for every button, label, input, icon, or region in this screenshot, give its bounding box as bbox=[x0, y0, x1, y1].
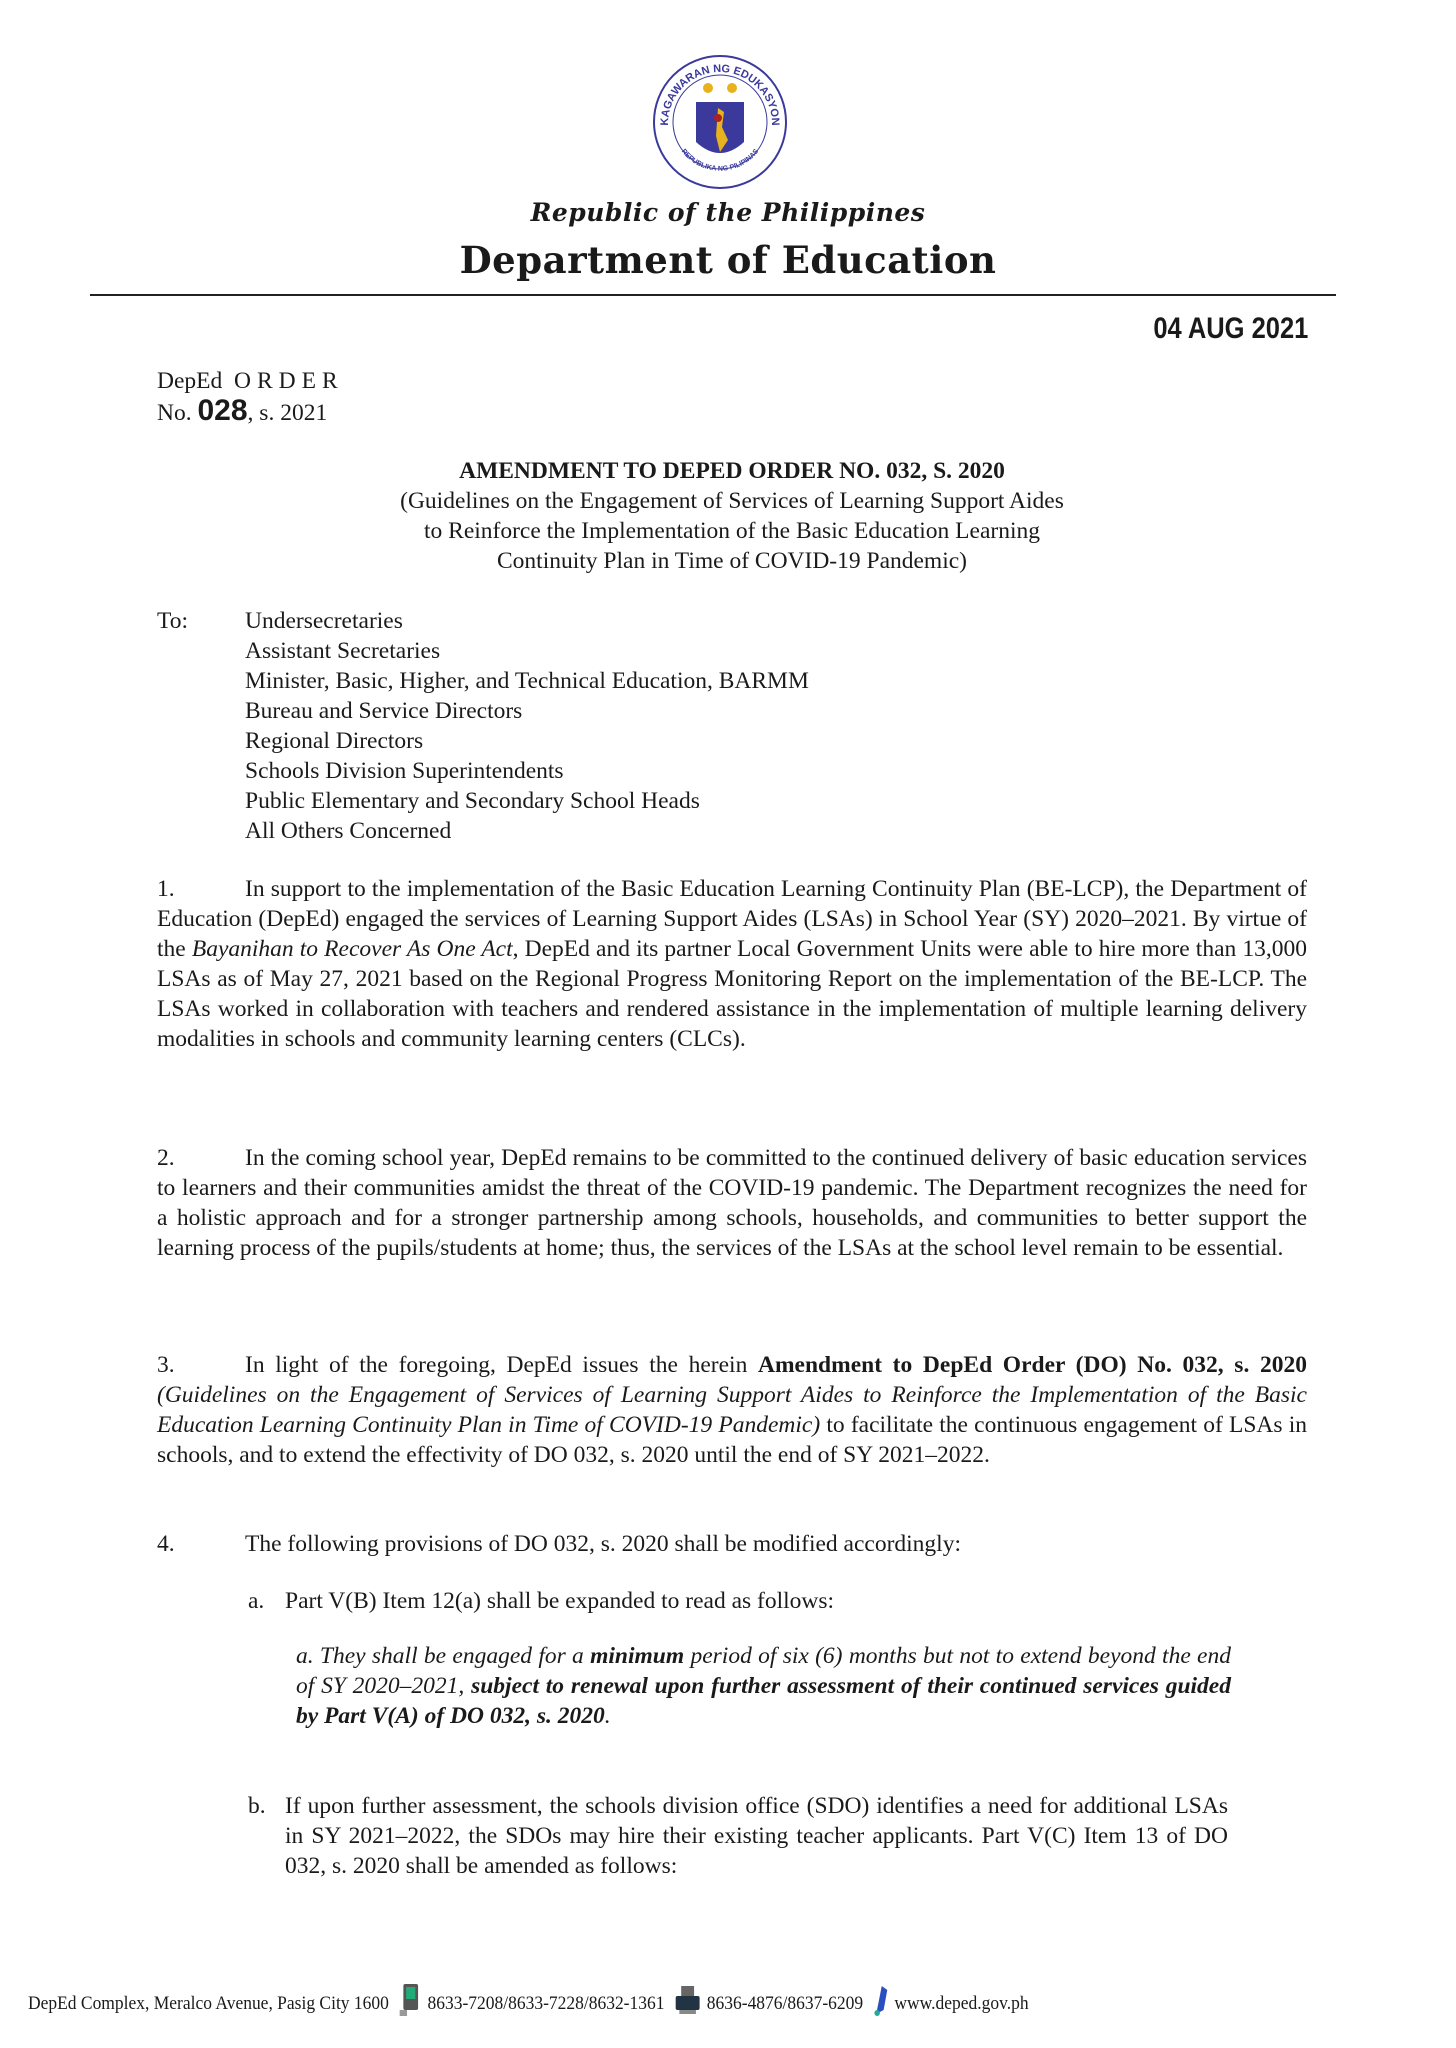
republic-heading: Republic of the Philippines bbox=[530, 198, 926, 227]
web-icon bbox=[872, 1986, 889, 2022]
item-text: If upon further assessment, the schools division office (SDO) identifies a need for additional LSAs in SY 2021–2022, the SDOs may hire their existing teacher applicants. Part V(C) Item 13 of DO 032, s. 2020 shall be amended as follows: bbox=[285, 1793, 1228, 1879]
deped-seal-logo bbox=[650, 52, 790, 192]
recipient: Regional Directors bbox=[245, 728, 424, 754]
date-stamp: 04 AUG 2021 bbox=[1153, 312, 1308, 345]
title-heading: AMENDMENT TO DEPED ORDER NO. 032, S. 2020 bbox=[459, 458, 1005, 484]
header-divider bbox=[90, 294, 1336, 296]
paragraph-number: 1. bbox=[157, 876, 175, 902]
phone-icon bbox=[398, 1984, 422, 2024]
footer bbox=[28, 1984, 1029, 2024]
paragraph-2 bbox=[157, 1143, 1307, 1263]
paragraph-text: , DepEd and its partner Local Government Units were able to hire more than 13,000 LSAs as of May 27, 2021 based on the Regional Progress Monitoring Report on the implementation of the BE-LCP. The LSAs worked in collaboration with teachers and rendered assistance in the implementation of multiple learning delivery modalities in schools and community learning centers (CLCs). bbox=[157, 936, 1308, 1052]
footer-fax: 8636-4876/8637-6209 bbox=[706, 1993, 864, 2014]
paragraph-3 bbox=[157, 1350, 1307, 1470]
recipient: Assistant Secretaries bbox=[245, 638, 441, 664]
paragraph-number: 2. bbox=[157, 1145, 175, 1171]
svg-text:KAGAWARAN NG EDUKASYON: KAGAWARAN NG EDUKASYON bbox=[658, 62, 782, 126]
quote-text: period of six (6) months but not to extend beyond the end of SY 2020–2021, bbox=[296, 1643, 1231, 1699]
paragraph-number: 3. bbox=[157, 1352, 175, 1378]
fax-icon bbox=[674, 1986, 702, 2022]
to-label: To: bbox=[157, 608, 188, 634]
item-a bbox=[248, 1586, 1228, 1616]
order-number: 028 bbox=[197, 394, 248, 427]
order-series: , s. 2021 bbox=[247, 400, 328, 426]
recipient: Public Elementary and Secondary School Heads bbox=[245, 788, 700, 814]
footer-phones: 8633-7208/8633-7228/8632-1361 bbox=[427, 1993, 665, 2014]
item-letter: b. bbox=[248, 1793, 266, 1819]
order-no-prefix: No. bbox=[157, 400, 192, 426]
item-text: Part V(B) Item 12(a) shall be expanded to read as follows: bbox=[285, 1588, 835, 1614]
order-number-block bbox=[157, 366, 344, 428]
guidelines-title: (Guidelines on the Engagement of Services of Learning Support Aides to Reinforce the Implementation of the Basic Education Learning Continuity Plan in Time of COVID-19 Pandemic) bbox=[157, 1382, 1307, 1438]
paragraph-text: to facilitate the continuous engagement of LSAs in schools, and to extend the effectivity of DO 032, s. 2020 until the end of SY 2021–2022. bbox=[157, 1412, 1307, 1468]
recipient: Minister, Basic, Higher, and Technical Education, BARMM bbox=[245, 668, 809, 694]
paragraph-number: 4. bbox=[157, 1531, 175, 1557]
recipient: Bureau and Service Directors bbox=[245, 698, 523, 724]
recipient: Schools Division Superintendents bbox=[245, 758, 564, 784]
subtitle-line: (Guidelines on the Engagement of Services of Learning Support Aides bbox=[400, 488, 1064, 514]
paragraph-1 bbox=[157, 874, 1307, 1054]
quote-text: . bbox=[604, 1703, 611, 1729]
paragraph-4 bbox=[157, 1529, 1307, 1559]
paragraph-text: In support to the implementation of the Basic Education Learning Continuity Plan (BE-LCP), the Department of Education (DepEd) engaged the services of Learning Support Aides (LSAs) in School Year (SY) 2020–2021. By virtue of the bbox=[157, 876, 1307, 962]
paragraph-text: In the coming school year, DepEd remains to be committed to the continued delivery of basic education services to learners and their communities amidst the threat of the COVID-19 pandemic. The Department recognizes the need for a holistic approach and for a stronger partnership among schools, households, and communities to better support the learning process of the pupils/students at home; thus, the services of the LSAs at the school level remain to be essential. bbox=[157, 1145, 1307, 1261]
quote-emphasis: minimum bbox=[590, 1643, 685, 1669]
item-letter: a. bbox=[248, 1588, 265, 1614]
recipients-block bbox=[157, 606, 809, 846]
subtitle-line: to Reinforce the Implementation of the Basic Education Learning bbox=[423, 518, 1040, 544]
document-title bbox=[157, 456, 1307, 576]
recipient: All Others Concerned bbox=[245, 818, 452, 844]
paragraph-text: In light of the foregoing, DepEd issues the herein bbox=[245, 1352, 758, 1378]
order-reference: Amendment to DepEd Order (DO) No. 032, s. 2020 bbox=[758, 1352, 1307, 1378]
order-prefix: DepEd bbox=[157, 368, 223, 394]
paragraph-text: The following provisions of DO 032, s. 2020 shall be modified accordingly: bbox=[245, 1531, 961, 1557]
footer-address: DepEd Complex, Meralco Avenue, Pasig City 1600 bbox=[28, 1993, 389, 2014]
department-heading: Department of Education bbox=[459, 238, 997, 282]
footer-website[interactable]: www.deped.gov.ph bbox=[894, 1993, 1029, 2014]
act-name: Bayanihan to Recover As One Act bbox=[191, 936, 513, 962]
quote-text: a. They shall be engaged for a bbox=[296, 1643, 591, 1669]
amended-provision-quote bbox=[296, 1641, 1231, 1731]
quote-emphasis: subject to renewal upon further assessment of their continued services guided by Part V(A) of DO 032, s. 2020 bbox=[296, 1673, 1231, 1729]
order-label: ORDER bbox=[234, 368, 344, 394]
item-b bbox=[248, 1791, 1228, 1881]
recipient: Undersecretaries bbox=[245, 608, 403, 634]
svg-text:REPUBLIKA NG PILIPINAS: REPUBLIKA NG PILIPINAS bbox=[679, 148, 761, 173]
subtitle-line: Continuity Plan in Time of COVID-19 Pandemic) bbox=[497, 548, 967, 574]
